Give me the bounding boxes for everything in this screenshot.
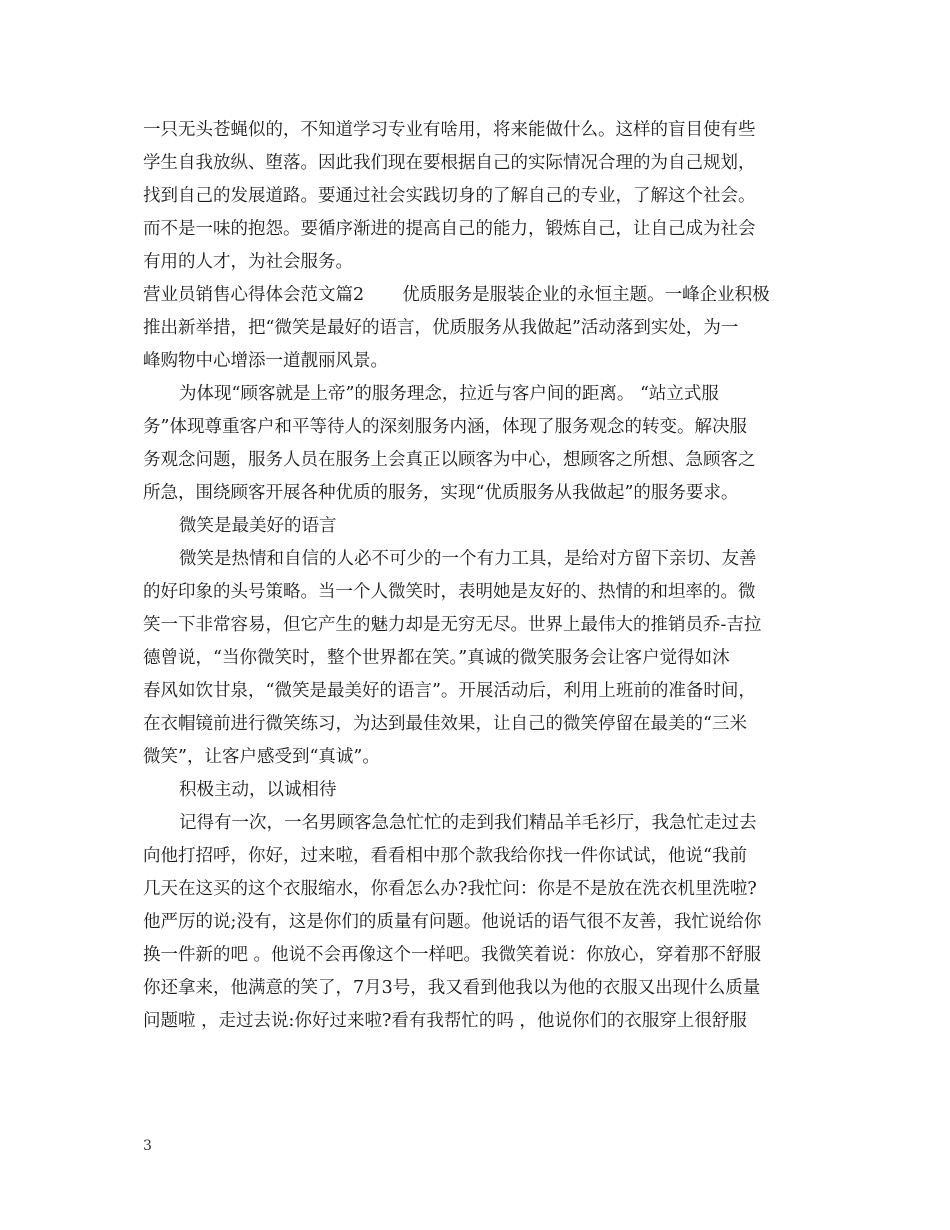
text-line: 在衣帽镜前进行微笑练习，为达到最佳效果，让自己的微笑停留在最美的“三米 (143, 714, 747, 734)
text-line: 务”体现尊重客户和平等待人的深刻服务内涵，体现了服务观念的转变。解决服 (143, 417, 747, 437)
text-line: 而不是一味的抱怨。要循序渐进的提高自己的能力，锻炼自己，让自己成为社会 (143, 219, 756, 239)
section-heading-line (143, 279, 823, 312)
text-line: 几天在这买的这个衣服缩水，你看怎么办?我忙问：你是不是放在洗衣机里洗啦? (143, 879, 757, 899)
text-line: 学生自我放纵、堕落。因此我们现在要根据自己的实际情况合理的为自己规划， (143, 153, 756, 173)
text-line: 微笑”，让客户感受到“真诚”。 (143, 747, 380, 767)
text-line: 推出新举措，把“微笑是最好的语言，优质服务从我做起”活动落到实处，为一 (143, 318, 739, 338)
text-line: 春风如饮甘泉，“微笑是最美好的语言”。开展活动后，利用上班前的准备时间， (143, 681, 756, 701)
text-line: 微笑是热情和自信的人必不可少的一个有力工具，是给对方留下亲切、友善 (179, 549, 757, 569)
text-line: 换一件新的吧 。他说不会再像这个一样吧。我微笑着说：你放心，穿着那不舒服 (143, 945, 762, 965)
text-line: 笑一下非常容易，但它产生的魅力却是无穷无尽。世界上最伟大的推销员乔-吉拉 (143, 615, 762, 635)
section-title: 营业员销售心得体会范文篇2 (143, 285, 365, 305)
text-line: 你还拿来，他满意的笑了，7月3号，我又看到他我以为他的衣服又出现什么质量 (143, 978, 761, 998)
text-line: 他严厉的说;没有，这是你们的质量有问题。他说话的语气很不友善，我忙说给你 (143, 912, 762, 932)
text-line: 务观念问题，服务人员在服务上会真正以顾客为中心，想顾客之所想、急顾客之 (143, 450, 756, 470)
page-number: 3 (143, 1138, 152, 1154)
text-line: 的好印象的头号策略。当一个人微笑时，表明她是友好的、热情的和坦率的。微 (143, 582, 756, 602)
text-line: 向他打招呼，你好，过来啦，看看相中那个款我给你找一件你试试，他说“我前 (143, 846, 747, 866)
text-line: 有用的人才，为社会服务。 (143, 252, 353, 272)
text-line: 问题啦 ，走过去说:你好过来啦?看有我帮忙的吗 ，他说你们的衣服穿上很舒服 (143, 1011, 747, 1031)
text-line: 峰购物中心增添一道靓丽风景。 (143, 351, 388, 371)
document-body (143, 114, 823, 1038)
text-line: 记得有一次，一名男顾客急急忙忙的走到我们精品羊毛衫厅，我急忙走过去 (179, 813, 757, 833)
text-line: 找到自己的发展道路。要通过社会实践切身的了解自己的专业，了解这个社会。 (143, 186, 756, 206)
subheading-smile: 微笑是最美好的语言 (179, 516, 337, 536)
subheading-active: 积极主动，以诚相待 (179, 780, 337, 800)
text-line: 德曾说，“当你微笑时，整个世界都在笑。”真诚的微笑服务会让客户觉得如沐 (143, 648, 730, 668)
text-line: 为体现“顾客就是上帝”的服务理念，拉近与客户间的距离。 “站立式服 (179, 384, 719, 404)
text-line: 所急，围绕顾客开展各种优质的服务，实现“优质服务从我做起”的服务要求。 (143, 483, 739, 503)
section-intro-text: 优质服务是服装企业的永恒主题。一峰企业积极 (402, 285, 770, 305)
text-line: 一只无头苍蝇似的，不知道学习专业有啥用，将来能做什么。这样的盲目使有些 (143, 120, 756, 140)
